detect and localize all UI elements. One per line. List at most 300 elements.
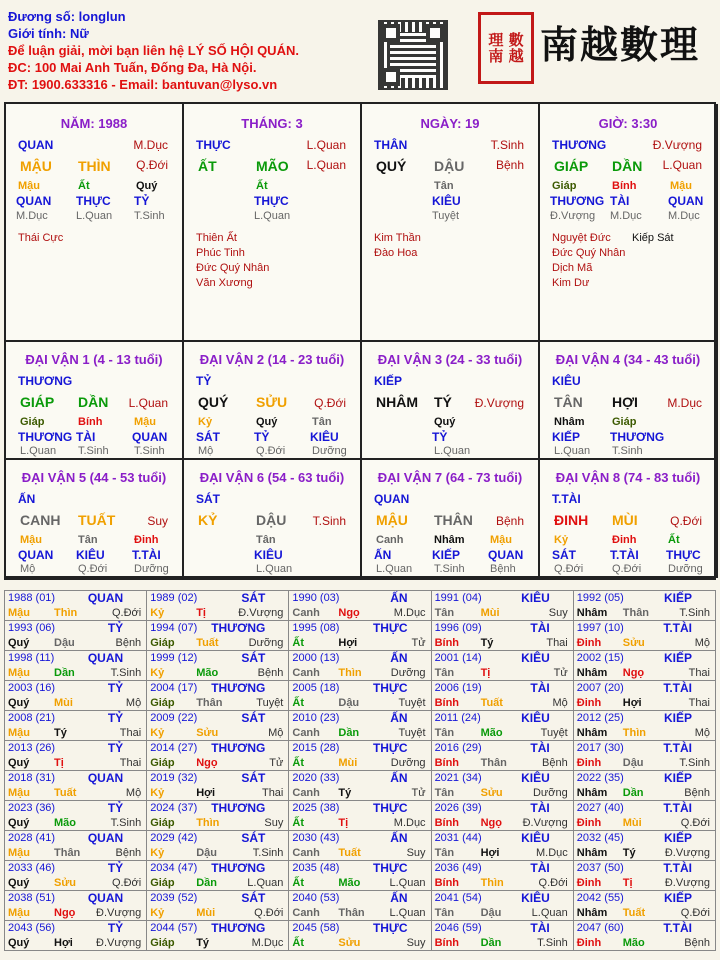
year-branch: Sửu — [338, 937, 361, 949]
year-stage: T.Sinh — [679, 757, 710, 769]
year-label: 2036 (49) — [434, 862, 482, 874]
seal-stamp-icon: 理 數 南 越 — [478, 12, 534, 84]
owner-name: Đương số: longlun — [8, 9, 126, 24]
year-stem: Canh — [292, 907, 320, 919]
year-stage: Suy — [264, 817, 284, 829]
year-label: 2023 (36) — [8, 802, 56, 814]
earthly-branch: DẦN — [78, 394, 109, 410]
dai-van-star: KIÊU — [552, 374, 581, 388]
year-label: 2009 (22) — [150, 712, 198, 724]
year-stem: Đinh — [576, 697, 602, 709]
life-stage: Bệnh — [490, 563, 516, 575]
year-label: 2029 (42) — [150, 832, 198, 844]
year-label: 2039 (52) — [150, 892, 198, 904]
life-stage: Tuyệt — [432, 210, 460, 222]
year-star: TÀI — [530, 681, 550, 695]
year-label: 2000 (13) — [292, 652, 340, 664]
year-star: TỶ — [107, 861, 124, 875]
dai-van-title: ĐẠI VẬN 1 (4 - 13 tuổi) — [25, 352, 163, 367]
year-stage: Mộ — [268, 727, 284, 739]
year-cell — [147, 861, 289, 891]
year-star: SÁT — [241, 891, 266, 905]
year-branch: Tý — [196, 937, 210, 949]
heavenly-stem: ĐINH — [554, 512, 589, 528]
year-label: 2034 (47) — [150, 862, 198, 874]
year-branch: Thìn — [622, 727, 646, 739]
year-stage: Tuyệt — [398, 697, 426, 709]
hidden-stem: Tân — [434, 180, 454, 192]
year-star: THỰC — [372, 861, 408, 875]
earthly-branch: HỢI — [612, 394, 638, 410]
year-star: THỰC — [372, 681, 408, 695]
year-cell — [147, 711, 289, 741]
ten-god: SÁT — [552, 548, 576, 562]
year-branch: Hợi — [196, 787, 216, 799]
year-branch: Tý — [622, 847, 636, 859]
year-branch: Mão — [196, 667, 219, 679]
dai-van-cell — [362, 460, 540, 578]
year-stem: Kỷ — [150, 847, 165, 859]
year-row — [5, 621, 716, 651]
year-stem: Giáp — [150, 937, 175, 949]
ten-god: TỶ — [134, 194, 150, 208]
dai-van-title: ĐẠI VẬN 5 (44 - 53 tuổi) — [21, 470, 167, 485]
dai-van-title: ĐẠI VẬN 2 (14 - 23 tuổi) — [199, 352, 345, 367]
year-stem: Ất — [292, 817, 304, 829]
year-cell — [147, 771, 289, 801]
year-stem: Bính — [434, 637, 460, 649]
heavenly-stem: QUÝ — [376, 158, 407, 174]
year-branch: Hợi — [622, 697, 642, 709]
year-branch: Tị — [196, 607, 206, 619]
year-stem: Tân — [434, 787, 455, 799]
year-star: KIẾP — [663, 651, 692, 665]
year-stem: Quý — [8, 817, 30, 829]
year-stage: Thai — [688, 697, 710, 709]
year-star: THƯƠNG — [211, 801, 266, 815]
year-cell — [147, 741, 289, 771]
year-star: SÁT — [241, 711, 266, 725]
year-star: KIẾP — [663, 711, 692, 725]
heavenly-stem: TÂN — [554, 394, 583, 410]
ten-god: T.TÀI — [132, 548, 161, 562]
year-stem: Canh — [292, 727, 320, 739]
year-stem: Tân — [434, 727, 455, 739]
life-stage: L.Quan — [254, 210, 291, 222]
chart-grid — [4, 102, 716, 580]
ten-god: THỰC — [76, 194, 111, 208]
year-branch: Thân — [480, 757, 507, 769]
year-cell — [289, 771, 431, 801]
year-label: 1997 (10) — [576, 622, 624, 634]
year-row — [5, 711, 716, 741]
heavenly-stem: CANH — [20, 512, 61, 528]
year-stem: Kỷ — [150, 907, 165, 919]
earthly-branch: THÌN — [78, 158, 111, 174]
contact-invite: Để luận giải, mời bạn liên hệ LÝ SỐ HỘI QUÁN. — [8, 43, 299, 58]
year-stage: L.Quan — [389, 907, 426, 919]
year-table — [4, 590, 716, 951]
year-label: 2033 (46) — [8, 862, 56, 874]
year-stage: T.Sinh — [110, 667, 142, 679]
year-stage: Tuyệt — [398, 727, 426, 739]
year-star: THƯƠNG — [211, 741, 266, 755]
dai-van-cell — [540, 460, 718, 578]
life-stage: Dưỡng — [134, 563, 169, 575]
special-star: Kim Thần — [374, 232, 421, 244]
ten-god: KIÊU — [254, 548, 283, 562]
year-star: TÀI — [530, 741, 550, 755]
year-stage: Tuyệt — [256, 697, 284, 709]
year-branch: Hợi — [338, 637, 358, 649]
year-stage: Thai — [119, 757, 142, 769]
ten-god: KIÊU — [76, 548, 105, 562]
year-stem: Bính — [434, 817, 460, 829]
ten-god: KIẾP — [552, 430, 581, 444]
hidden-stem: Nhâm — [554, 416, 585, 428]
ten-god: THỰC — [254, 194, 289, 208]
year-cell — [5, 741, 147, 771]
year-stem: Giáp — [150, 757, 175, 769]
year-stage: T.Sinh — [110, 817, 142, 829]
year-stem: Ất — [292, 937, 304, 949]
year-star: KIÊU — [521, 591, 550, 605]
year-label: 2028 (41) — [8, 832, 56, 844]
year-label: 2013 (26) — [8, 742, 56, 754]
year-cell — [431, 651, 573, 681]
year-stem: Nhâm — [576, 727, 608, 739]
year-stem: Nhâm — [576, 847, 608, 859]
earthly-branch: TUẤT — [78, 512, 116, 528]
year-label: 2025 (38) — [292, 802, 340, 814]
pillar-star-state: Đ.Vượng — [652, 138, 702, 152]
hidden-stem: Tân — [78, 534, 98, 546]
year-cell — [289, 681, 431, 711]
year-stem: Bính — [434, 757, 460, 769]
hidden-stem: Kỷ — [198, 416, 213, 428]
year-branch: Hợi — [480, 847, 500, 859]
year-stem: Nhâm — [576, 667, 608, 679]
year-branch: Ngọ — [54, 907, 76, 919]
year-row — [5, 861, 716, 891]
year-cell — [5, 801, 147, 831]
year-stem: Quý — [8, 877, 30, 889]
hidden-stem: Quý — [256, 416, 278, 428]
header-info — [8, 8, 299, 93]
year-row — [5, 681, 716, 711]
year-star: THỰC — [372, 741, 408, 755]
year-label: 2007 (20) — [576, 682, 624, 694]
hidden-stem: Mậu — [18, 180, 40, 192]
ten-god: SÁT — [196, 430, 220, 444]
year-stem: Quý — [8, 697, 30, 709]
year-cell — [573, 741, 715, 771]
year-branch: Tị — [622, 877, 633, 889]
year-cell — [289, 741, 431, 771]
pillar-title: THÁNG: 3 — [241, 116, 303, 131]
year-branch: Tị — [338, 817, 349, 829]
dai-van-title: ĐẠI VẬN 6 (54 - 63 tuổi) — [199, 470, 345, 485]
hidden-stem: Mậu — [670, 180, 692, 192]
special-star: Kim Dư — [552, 277, 590, 289]
year-star: TỶ — [107, 801, 124, 815]
branch-state: Đ.Vượng — [474, 396, 524, 410]
year-cell — [289, 711, 431, 741]
year-stem: Mậu — [8, 787, 30, 799]
year-branch: Thân — [54, 847, 81, 859]
year-label: 2045 (58) — [292, 922, 340, 934]
year-label: 1994 (07) — [150, 622, 198, 634]
dai-van-title: ĐẠI VẬN 4 (34 - 43 tuổi) — [555, 352, 701, 367]
life-stage: T.Sinh — [78, 445, 109, 457]
ten-god: QUAN — [668, 194, 704, 208]
year-stage: Tử — [411, 637, 426, 649]
earthly-branch: MÙI — [612, 512, 638, 528]
year-row — [5, 921, 716, 951]
heavenly-stem: MẬU — [20, 158, 52, 174]
year-label: 2043 (56) — [8, 922, 56, 934]
year-cell — [5, 921, 147, 951]
year-stem: Nhâm — [576, 607, 608, 619]
year-label: 1998 (11) — [8, 652, 55, 664]
year-stage: Bệnh — [684, 787, 710, 799]
year-cell — [5, 861, 147, 891]
year-stage: Thai — [688, 667, 710, 679]
year-star: QUAN — [87, 831, 124, 845]
year-stage: L.Quan — [389, 877, 426, 889]
life-stage: T.Sinh — [434, 563, 465, 575]
year-branch: Mùi — [54, 697, 73, 709]
life-stage: L.Quan — [434, 445, 471, 457]
dai-van-star: T.TÀI — [552, 492, 581, 506]
year-star: ẤN — [390, 711, 408, 725]
year-stage: Q.Đới — [538, 877, 568, 889]
year-stem: Bính — [434, 877, 460, 889]
year-label: 1989 (02) — [150, 592, 198, 604]
year-row — [5, 831, 716, 861]
year-stage: Bệnh — [115, 637, 142, 649]
year-branch: Sửu — [54, 877, 77, 889]
year-label: 2012 (25) — [576, 712, 624, 724]
dai-van-title: ĐẠI VẬN 8 (74 - 83 tuổi) — [555, 470, 701, 485]
heavenly-stem: NHÂM — [376, 394, 418, 410]
hidden-stem: Giáp — [552, 180, 577, 192]
year-label: 2032 (45) — [576, 832, 624, 844]
pillar-cell — [540, 104, 718, 342]
branch-state: Q.Đới — [670, 514, 702, 528]
hidden-stem: Mậu — [20, 534, 42, 546]
year-stem: Quý — [8, 637, 30, 649]
life-stage: T.Sinh — [612, 445, 643, 457]
year-stage: M.Dục — [393, 607, 426, 619]
year-stage: M.Dục — [393, 817, 426, 829]
year-stem: Kỷ — [150, 607, 165, 619]
year-cell — [147, 921, 289, 951]
pillar-cell — [184, 104, 362, 342]
year-cell — [431, 891, 573, 921]
year-stage: Dưỡng — [248, 637, 284, 649]
year-branch: Thân — [338, 907, 365, 919]
year-stem: Tân — [434, 607, 455, 619]
year-stage: Đ.Vượng — [522, 817, 568, 829]
year-stem: Kỷ — [150, 667, 165, 679]
year-label: 2026 (39) — [434, 802, 482, 814]
year-branch: Dậu — [338, 697, 360, 709]
year-star: KIẾP — [663, 831, 692, 845]
year-cell — [573, 771, 715, 801]
year-star: TÀI — [530, 801, 550, 815]
year-stem: Kỷ — [150, 787, 165, 799]
ten-god: T.TÀI — [610, 548, 639, 562]
year-star: ẤN — [390, 831, 408, 845]
year-star: T.TÀI — [663, 861, 692, 875]
ten-god: TÀI — [610, 194, 630, 208]
hidden-stem: Kỷ — [554, 534, 569, 546]
branch-state: L.Quan — [128, 396, 168, 410]
dai-van-title: ĐẠI VẬN 3 (24 - 33 tuổi) — [377, 352, 523, 367]
year-cell — [573, 921, 715, 951]
year-cell — [289, 891, 431, 921]
year-stem: Tân — [434, 847, 455, 859]
year-stage: Q.Đới — [111, 877, 142, 889]
year-branch: Mùi — [622, 817, 642, 829]
heavenly-stem: KỶ — [198, 512, 218, 528]
pillar-title: NGÀY: 19 — [420, 116, 480, 131]
year-stage: M.Dục — [251, 937, 284, 949]
life-stage: T.Sinh — [134, 445, 165, 457]
pillar-star: THÂN — [374, 138, 408, 152]
year-label: 2042 (55) — [576, 892, 624, 904]
year-stage: Dưỡng — [390, 667, 426, 679]
year-label: 2018 (31) — [8, 772, 56, 784]
year-cell — [431, 621, 573, 651]
year-cell — [5, 711, 147, 741]
pillar-star: THƯƠNG — [552, 138, 607, 152]
year-star: TÀI — [530, 921, 550, 935]
year-label: 2040 (53) — [292, 892, 340, 904]
special-star: Đức Quý Nhân — [196, 262, 270, 274]
branch-state: Bệnh — [495, 514, 524, 528]
year-row — [5, 591, 716, 621]
year-stem: Nhâm — [576, 787, 608, 799]
year-cell — [289, 921, 431, 951]
year-branch: Dần — [622, 787, 644, 799]
year-label: 2031 (44) — [434, 832, 482, 844]
year-branch: Tuất — [480, 697, 503, 709]
year-star: SÁT — [241, 831, 266, 845]
year-star: T.TÀI — [663, 681, 692, 695]
heavenly-stem: ẤT — [198, 158, 217, 174]
year-stem: Kỷ — [150, 727, 165, 739]
year-star: TỶ — [107, 681, 124, 695]
year-star: THƯƠNG — [211, 681, 266, 695]
year-label: 2003 (16) — [8, 682, 56, 694]
year-label: 1991 (04) — [434, 592, 482, 604]
year-branch: Dậu — [54, 637, 75, 649]
year-stage: Dưỡng — [390, 757, 426, 769]
year-branch: Dậu — [480, 907, 502, 919]
ten-god: TỶ — [254, 430, 270, 444]
gender: Giới tính: Nữ — [8, 26, 89, 41]
year-branch: Mão — [622, 937, 645, 949]
ten-god: THƯƠNG — [18, 430, 73, 444]
year-label: 2006 (19) — [434, 682, 482, 694]
life-stage: T.Sinh — [134, 210, 165, 222]
life-stage: Mộ — [20, 563, 36, 575]
year-stem: Canh — [292, 607, 320, 619]
year-label: 2030 (43) — [292, 832, 340, 844]
year-star: T.TÀI — [663, 741, 692, 755]
year-stage: Tử — [411, 787, 426, 799]
dai-van-cell — [6, 460, 184, 578]
year-stem: Nhâm — [576, 907, 608, 919]
special-star: Đào Hoa — [374, 247, 418, 259]
year-label: 2008 (21) — [8, 712, 56, 724]
year-cell — [431, 831, 573, 861]
life-stage: Dưỡng — [312, 445, 347, 457]
year-branch: Thân — [622, 607, 650, 619]
ten-god: THƯƠNG — [550, 194, 605, 208]
year-stage: L.Quan — [531, 907, 568, 919]
year-stage: Đ.Vượng — [96, 907, 142, 919]
year-star: SÁT — [241, 591, 266, 605]
pillar-star-state: L.Quan — [306, 138, 346, 152]
year-label: 2002 (15) — [576, 652, 624, 664]
year-stem: Giáp — [150, 637, 175, 649]
year-star: THỰC — [372, 921, 408, 935]
dai-van-cell — [362, 342, 540, 460]
year-star: KIÊU — [521, 711, 550, 725]
branch-state: Suy — [147, 514, 168, 528]
year-stem: Đinh — [576, 937, 602, 949]
year-star: QUAN — [87, 891, 124, 905]
year-row — [5, 771, 716, 801]
life-stage: L.Quan — [376, 563, 413, 575]
year-branch: Dậu — [196, 847, 217, 859]
year-star: THƯƠNG — [211, 861, 266, 875]
year-branch: Mùi — [338, 757, 358, 769]
year-stage: Đ.Vượng — [664, 847, 710, 859]
year-cell — [147, 891, 289, 921]
earthly-branch: TÝ — [434, 394, 452, 410]
year-stage: T.Sinh — [679, 607, 710, 619]
year-stem: Ất — [292, 757, 304, 769]
year-star: QUAN — [87, 651, 124, 665]
life-stage: M.Dục — [668, 210, 700, 222]
year-stem: Mậu — [8, 847, 30, 859]
year-label: 2021 (34) — [434, 772, 482, 784]
year-cell — [573, 891, 715, 921]
year-cell — [147, 801, 289, 831]
year-branch: Tuất — [54, 787, 77, 799]
year-stem: Giáp — [150, 877, 175, 889]
year-branch: Tị — [480, 667, 491, 679]
year-star: ẤN — [390, 771, 408, 785]
special-star: Thái Cực — [18, 232, 64, 244]
year-cell — [573, 861, 715, 891]
year-stem: Bính — [434, 697, 460, 709]
year-label: 2001 (14) — [434, 652, 482, 664]
year-star: TỶ — [107, 621, 124, 635]
year-star: KIẾP — [663, 771, 692, 785]
earthly-branch: DẬU — [434, 158, 465, 174]
year-cell — [289, 801, 431, 831]
year-stage: Tử — [553, 667, 568, 679]
year-stem: Canh — [292, 667, 320, 679]
special-star: Văn Xương — [196, 277, 253, 289]
year-cell — [431, 591, 573, 621]
year-stage: Thai — [261, 787, 284, 799]
